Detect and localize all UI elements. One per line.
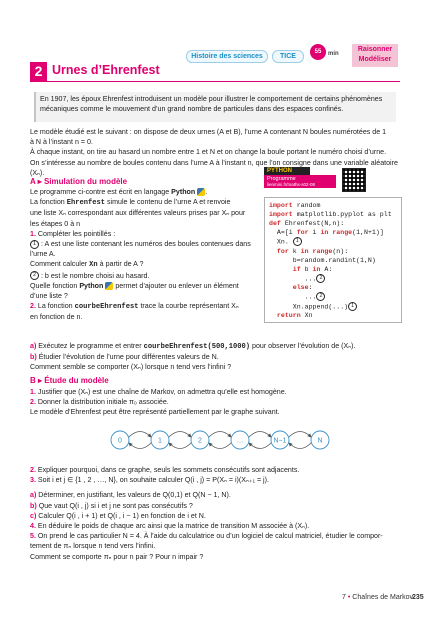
skill-2: Modéliser [358, 56, 392, 63]
graph-arc-forward [129, 432, 151, 438]
python-badge-link: lienmini.fr/maths-s02-08 [267, 182, 316, 187]
a-line-3: une liste Xₙ correspondant aux différentes valeurs prises par Xₙ pour [30, 209, 246, 218]
graph-node-label: N [317, 437, 323, 445]
a-line-1: Le programme ci-contre est écrit en langage Python . [30, 188, 208, 196]
section-a-title: Simulation du modèle [43, 177, 128, 186]
tag-tice: TICE [272, 50, 304, 63]
b-q2: 2. Donner la distribution initiale π₀ associée. [30, 398, 169, 407]
a-py1: Quelle fonction Python permet d’ajouter ou enlever un élément [30, 281, 239, 290]
b-q5: 5. On prend le cas particulier N = 4. À l’aide du calculatrice ou d’un logiciel de calcul matriciel, étudier le compor- [30, 532, 383, 541]
python-logo-icon [197, 188, 205, 196]
model-line-2: à N à l’instant n = 0. [30, 138, 93, 147]
b-q1: 1. Justifier que (Xₙ) est une chaîne de Markov, on admettra qu’elle est homogène. [30, 388, 287, 396]
a-q2-l2: en fonction de n. [30, 313, 83, 322]
b-q2b: 2. Expliquer pourquoi, dans ce graphe, seuls les sommets consécutifs sont adjacents. [30, 466, 300, 474]
a-q2: 2. La fonction courbeEhrenfest trace la courbe représentant Xₙ [30, 302, 239, 312]
b-l3: Le modèle d’Ehrenfest peut être représenté partiellement par le graphe suivant. [30, 408, 280, 417]
graph-node-label: 1 [158, 437, 162, 445]
exercise-number: 2 [30, 62, 47, 81]
graph-arc-forward [289, 432, 311, 438]
section-a-letter: A [30, 177, 36, 186]
a-qb: b) Étudier l’évolution de l’urne pour différentes valeurs de N. [30, 353, 219, 362]
a-c1q: Comment calculer Xn à partir de A ? [30, 260, 144, 270]
section-b-intro [30, 387, 420, 418]
graph-nodes [111, 431, 329, 449]
section-a-questions [30, 341, 420, 373]
graph-node-label: 2 [198, 437, 202, 445]
a-c2: 2 : b est le nombre choisi au hasard. [30, 271, 262, 281]
timer-badge: 55 [310, 44, 326, 60]
b-qc: c) Calculer Q(i , i + 1) et Q(i , i − 1) en fonction de i et N. [30, 511, 206, 520]
graph-node-label: N−1 [273, 437, 287, 445]
a-qc: Comment semble se comporter (Xₙ) lorsque n tend vers l’infini ? [30, 363, 232, 372]
model-line-5: (Xₙ). [30, 168, 45, 177]
a-q1: 1. Compléter les pointillés : [30, 229, 116, 238]
python-logo-icon [105, 282, 113, 290]
graph-node-label: 0 [118, 437, 122, 445]
python-badge[interactable] [264, 167, 336, 189]
b-qa: a) Déterminer, en justifiant, les valeurs de Q(0,1) et Q(N − 1, N). [30, 491, 231, 500]
a-qa: a) Exécutez le programme et entrer courbeEhrenfest(500,1000) pour observer l’évolution de (Xₙ). [30, 342, 356, 351]
a-line-2: La fonction Ehrenfest simule le contenu de l’urne A et renvoie [30, 198, 231, 208]
title-underline [30, 81, 400, 82]
graph-arc-forward [209, 432, 231, 438]
a-c1-2: l’urne A. [30, 250, 56, 259]
section-a-heading: A ▸ Simulation du modèle [30, 177, 128, 186]
section-b-letter: B [30, 376, 36, 385]
footer-chapter: 7 • Chaînes de Markov [342, 594, 413, 601]
python-code-box: import random import matplotlib.pyplot as plt def Ehrenfest(N,n): A=[i for i in range(1,N+1)] Xn. 1 for k in range(n): b=random.randint(1,N) if b in A: ... 2 else: ... 2 Xn.append(...) 1 return Xn [264, 197, 402, 323]
tag-history: Histoire des sciences [186, 50, 268, 63]
graph-arc-backward [209, 443, 231, 449]
b-q5-2: tement de πₙ lorsque n tend vers l’infini. [30, 542, 156, 551]
b-q4: 4. En déduire le poids de chaque arc ainsi que la matrice de transition M associée à (Xₙ). [30, 522, 310, 531]
b-q3: 3. Soit i et j ∈ {1 , 2 , …, N}, on souhaite calculer Q(i , j) = P(Xₙ = i)(Xₙ₊₁ = j). [30, 476, 269, 485]
skill-1: Raisonner [357, 46, 393, 53]
graph-arc-backward [249, 443, 271, 449]
a-line-4: les étapes 0 à n [30, 219, 81, 228]
timer-unit: min [328, 51, 339, 57]
model-line-4: On s’intéresse au nombre de boules contenu dans l’urne A à l’instant n, que l’on consigne dans une variable aléatoire [30, 158, 398, 167]
qr-code-icon[interactable] [342, 168, 366, 192]
python-badge-label: PYTHON [264, 167, 310, 175]
intro-box: En 1907, les époux Ehrenfest introduisent un modèle pour illustrer le comportement de certains phénomènes mécaniques comme le mouvement d’un grand nombre de particules dans des espaces confinés. [34, 92, 396, 122]
section-a-text [30, 187, 262, 323]
graph-arc-backward [169, 443, 191, 449]
graph-arc-backward [129, 443, 151, 449]
graph-arc-forward [249, 432, 271, 438]
model-line-3: À chaque instant, on tire au hasard un nombre entre 1 et N et on change la boule portant le numéro choisi d’urne. [30, 148, 387, 157]
graph-arc-forward [169, 432, 191, 438]
b-qb: b) Que vaut Q(i , j) si i et j ne sont pas consécutifs ? [30, 501, 193, 510]
skill-badge [352, 44, 398, 67]
a-py2: d’une liste ? [30, 292, 68, 301]
graph-node-label: … [236, 437, 244, 445]
section-b-heading: B ▸ Étude du modèle [30, 376, 109, 385]
section-b-questions [30, 465, 425, 562]
model-line-1: Le modèle étudié est le suivant : on dispose de deux urnes (A et B), l’urne A contenant N boules numérotées de 1 [30, 128, 387, 136]
graph-arc-backward [289, 443, 311, 449]
section-b-title: Étude du modèle [44, 376, 109, 385]
b-q6: Comment se comporte πₙ pour n pair ? Pour n impair ? [30, 552, 204, 561]
python-badge-program: Programme [267, 176, 296, 182]
page-number: 235 [412, 594, 424, 601]
a-c1: 1 : A est une liste contenant les numéros des boules contenues dans [30, 239, 262, 249]
exercise-title: Urnes d’Ehrenfest [52, 63, 160, 77]
markov-graph [90, 420, 350, 460]
